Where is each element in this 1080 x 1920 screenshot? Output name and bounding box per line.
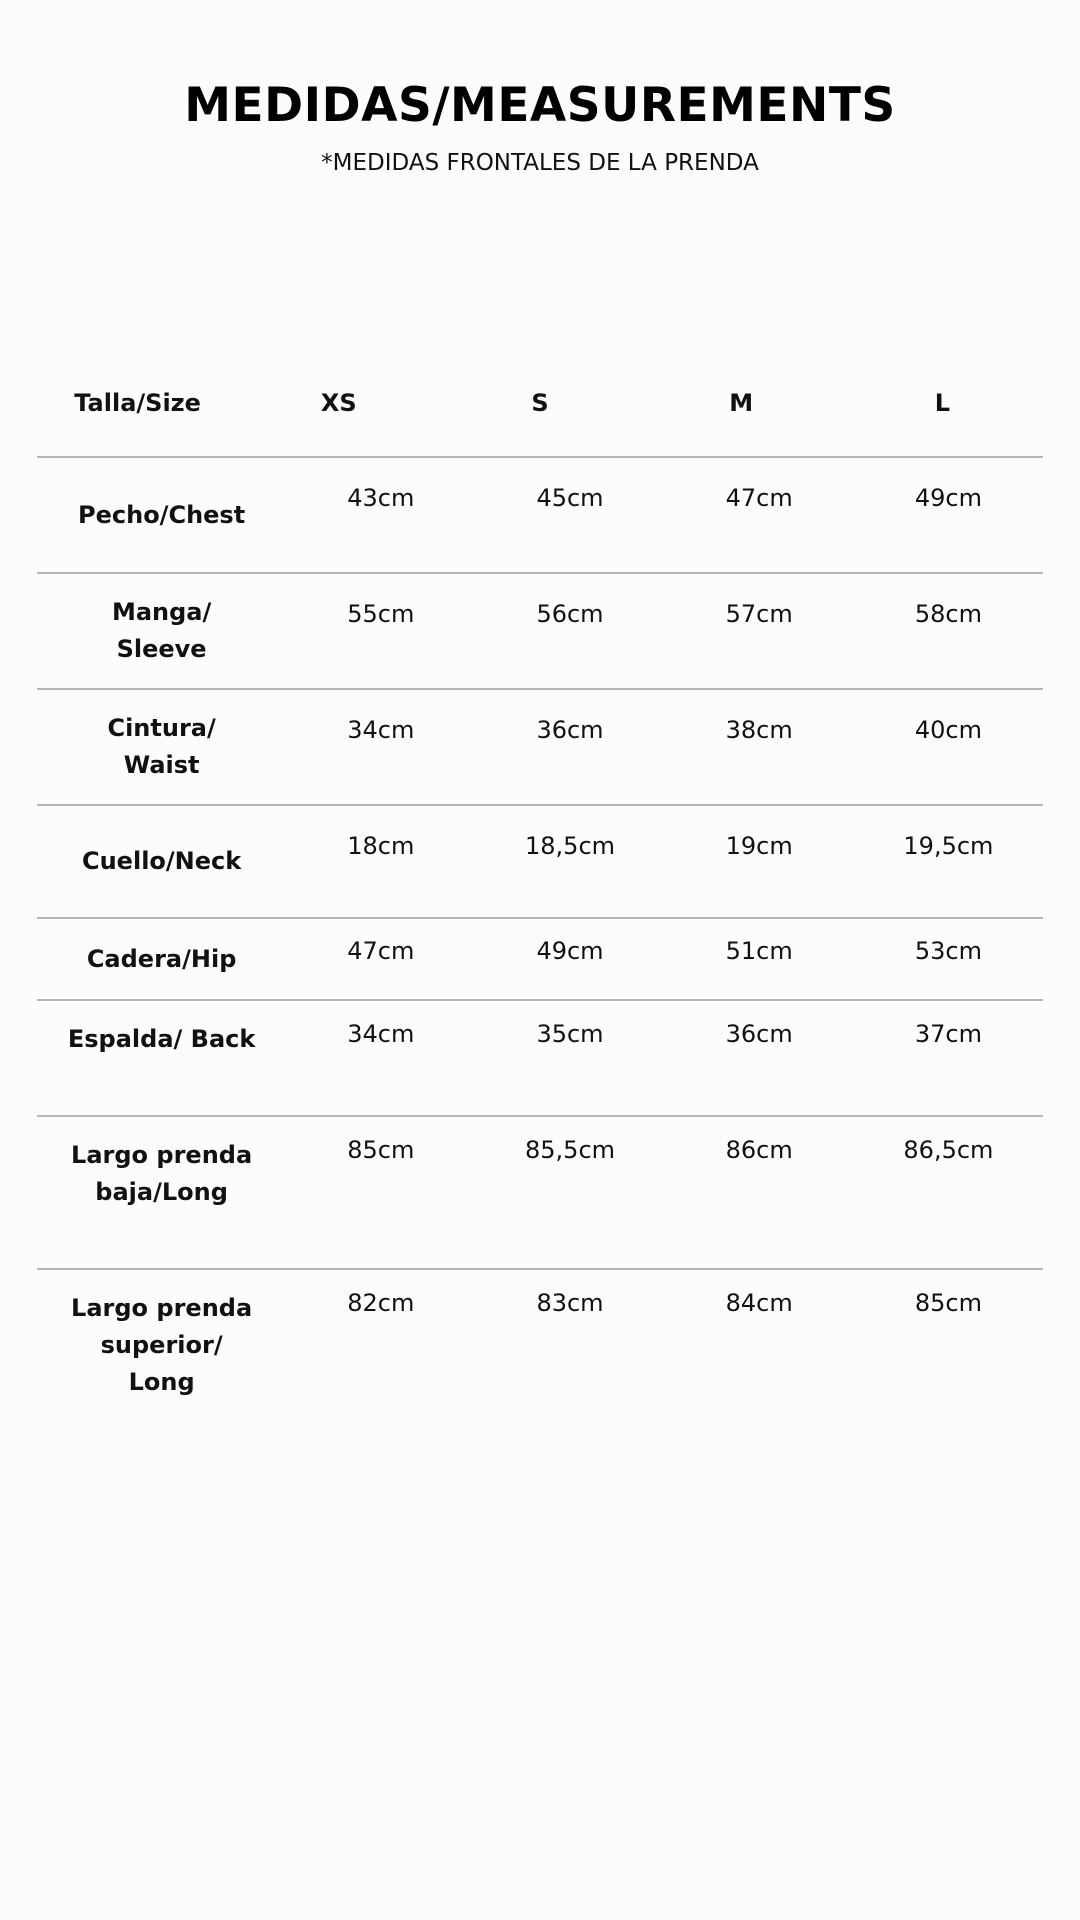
table-cell: 19,5cm (903, 832, 994, 860)
table-header-cell: L (934, 389, 951, 417)
table-cell: 40cm (914, 716, 982, 744)
table-row (37, 458, 1043, 574)
table-header-cell: S (531, 389, 549, 417)
table-cell: 83cm (536, 1289, 604, 1317)
table-cell: 85cm (914, 1289, 982, 1317)
table-cell: 45cm (536, 484, 604, 512)
table-header-row (37, 350, 1043, 458)
table-cell: 34cm (347, 1020, 415, 1048)
table-cell: 18cm (347, 832, 415, 860)
table-cell: 51cm (725, 937, 793, 965)
table-row (37, 806, 1043, 919)
table-cell: 19cm (725, 832, 793, 860)
table-row (37, 574, 1043, 690)
table-cell: 86cm (725, 1136, 793, 1164)
table-cell: 36cm (725, 1020, 793, 1048)
page-subtitle: *MEDIDAS FRONTALES DE LA PRENDA (321, 150, 759, 176)
table-cell: 82cm (347, 1289, 415, 1317)
table-cell: 38cm (725, 716, 793, 744)
table-cell: 49cm (914, 484, 982, 512)
row-label: Manga/ Sleeve (111, 598, 212, 663)
table-cell: 36cm (536, 716, 604, 744)
table-cell: 85,5cm (525, 1136, 616, 1164)
table-cell: 18,5cm (525, 832, 616, 860)
size-table (37, 350, 1043, 1450)
table-cell: 35cm (536, 1020, 604, 1048)
row-label: Cadera/Hip (86, 944, 237, 973)
row-label: Espalda/ Back (67, 1025, 256, 1053)
table-cell: 86,5cm (903, 1136, 994, 1164)
row-label: Largo prenda baja/Long (71, 1141, 253, 1206)
table-cell: 49cm (536, 937, 604, 965)
row-label: Pecho/Chest (78, 500, 246, 529)
table-row (37, 1001, 1043, 1117)
table-header-cell: Talla/Size (74, 389, 201, 417)
table-cell: 56cm (536, 600, 604, 628)
page-title: MEDIDAS/MEASUREMENTS (184, 78, 896, 133)
table-cell: 47cm (725, 484, 793, 512)
table-cell: 57cm (725, 600, 793, 628)
table-cell: 34cm (347, 716, 415, 744)
table-cell: 47cm (347, 937, 415, 965)
table-cell: 84cm (725, 1289, 793, 1317)
table-row (37, 1270, 1043, 1450)
row-label: Cintura/ Waist (107, 714, 216, 779)
table-row (37, 1117, 1043, 1270)
table-header-cell: M (729, 389, 754, 417)
table-cell: 43cm (347, 484, 415, 512)
row-label: Cuello/Neck (81, 847, 242, 875)
table-row (37, 690, 1043, 806)
table-header-cell: XS (320, 389, 357, 417)
table-cell: 53cm (914, 937, 982, 965)
row-label: Largo prenda superior/ Long (71, 1294, 253, 1396)
table-cell: 55cm (347, 600, 415, 628)
table-cell: 37cm (914, 1020, 982, 1048)
table-row (37, 919, 1043, 1001)
table-cell: 58cm (914, 600, 982, 628)
table-cell: 85cm (347, 1136, 415, 1164)
